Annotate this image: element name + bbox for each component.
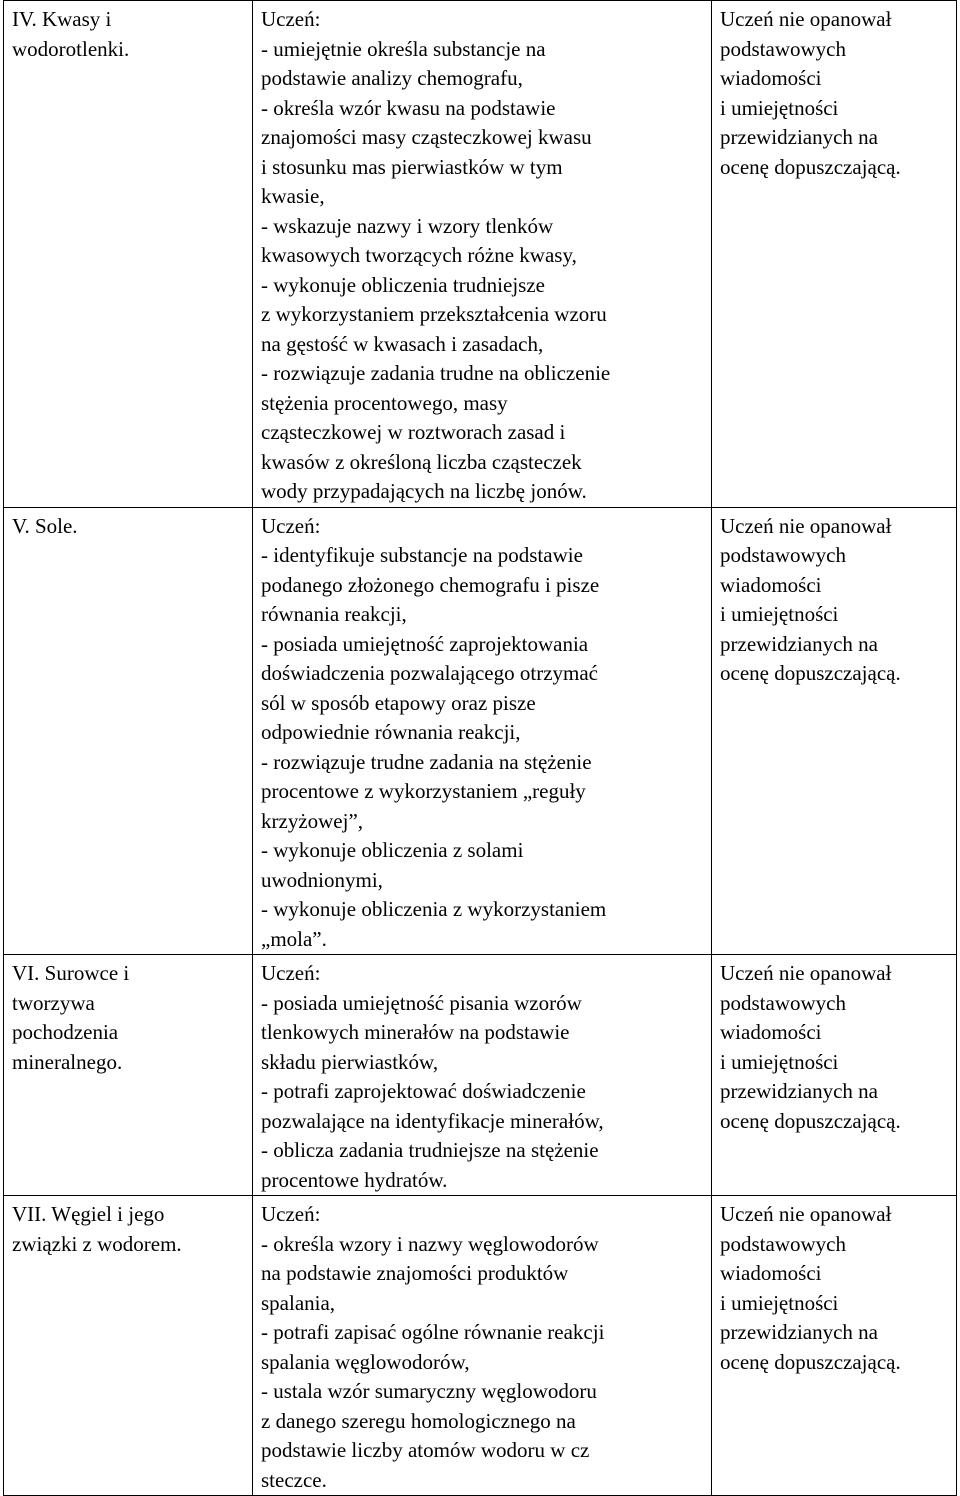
- requirement-line: - wykonuje obliczenia z solami: [261, 838, 524, 862]
- grade-line: ocenę dopuszczającą.: [720, 661, 901, 685]
- grade-line: przewidzianych na: [720, 1320, 879, 1344]
- grade-line: i umiejętności: [720, 602, 839, 626]
- requirement-line: - wykonuje obliczenia z wykorzystaniem: [261, 897, 607, 921]
- requirement-line: Uczeń:: [261, 1202, 321, 1226]
- grade-line: ocenę dopuszczającą.: [720, 1108, 901, 1133]
- requirement-line: podstawie analizy chemografu,: [261, 66, 523, 90]
- requirement-line: - oblicza zadania trudniejsze na stężenie: [261, 1138, 599, 1162]
- requirement-line: kwasowych tworzących różne kwasy,: [261, 243, 577, 267]
- grade-line: przewidzianych na: [720, 1079, 879, 1103]
- requirement-line: tlenkowych minerałów na podstawie: [261, 1020, 570, 1044]
- requirement-line: uwodnionymi,: [261, 867, 383, 892]
- requirement-line: - ustala wzór sumaryczny węglowodoru: [261, 1379, 597, 1403]
- requirement-line: i stosunku mas pierwiastków w tym: [261, 154, 563, 179]
- requirement-line: wody przypadających na liczbę jonów.: [261, 479, 587, 503]
- requirement-line: procentowe hydratów.: [261, 1167, 448, 1192]
- grade-line: podstawowych: [720, 543, 846, 567]
- requirement-line: - umiejętnie określa substancje na: [261, 36, 546, 61]
- requirements-cell: [253, 507, 712, 955]
- requirement-line: - posiada umiejętność zaprojektowania: [261, 631, 589, 656]
- requirement-line: spalania,: [261, 1290, 336, 1315]
- requirement-line: krzyżowej”,: [261, 808, 364, 833]
- grade-line: Uczeń nie opanował: [720, 513, 892, 538]
- requirement-line: z wykorzystaniem przekształcenia wzoru: [261, 302, 607, 326]
- grade-line: Uczeń nie opanował: [720, 1202, 892, 1226]
- requirement-line: procentowe z wykorzystaniem „reguły: [261, 779, 586, 803]
- requirements-cell: [253, 955, 712, 1196]
- grade-line: podstawowych: [720, 990, 846, 1015]
- topic-cell: [4, 1, 253, 508]
- requirement-line: sól w sposób etapowy oraz pisze: [261, 690, 536, 715]
- requirement-line: składu pierwiastków,: [261, 1049, 439, 1074]
- requirement-line: - określa wzór kwasu na podstawie: [261, 95, 556, 120]
- topic-line: IV. Kwasy i: [12, 7, 112, 31]
- requirement-line: Uczeń:: [261, 961, 321, 985]
- topic-line: V. Sole.: [12, 513, 78, 538]
- requirement-line: steczce.: [261, 1467, 327, 1492]
- grade-line: i umiejętności: [720, 1049, 839, 1074]
- table-row: [4, 507, 957, 955]
- requirement-line: podanego złożonego chemografu i pisze: [261, 572, 600, 597]
- grade-line: ocenę dopuszczającą.: [720, 1349, 901, 1374]
- requirement-line: kwasie,: [261, 184, 325, 208]
- grade-cell: [712, 1196, 957, 1496]
- requirement-line: - posiada umiejętność pisania wzorów: [261, 990, 582, 1015]
- grade-cell: [712, 955, 957, 1196]
- requirement-line: - identyfikuje substancje na podstawie: [261, 543, 583, 567]
- table-row: [4, 1, 957, 508]
- grade-line: przewidzianych na: [720, 631, 879, 656]
- topic-cell: [4, 1196, 253, 1496]
- grade-line: podstawowych: [720, 1231, 846, 1256]
- requirement-line: na podstawie znajomości produktów: [261, 1261, 569, 1285]
- topic-line: pochodzenia: [12, 1020, 119, 1044]
- requirement-line: stężenia procentowego, masy: [261, 390, 508, 415]
- topic-cell: [4, 955, 253, 1196]
- requirement-line: równania reakcji,: [261, 602, 407, 626]
- requirement-line: - wskazuje nazwy i wzory tlenków: [261, 213, 554, 238]
- requirement-line: - określa wzory i nazwy węglowodorów: [261, 1231, 599, 1256]
- grade-line: i umiejętności: [720, 95, 839, 120]
- topic-line: VI. Surowce i: [12, 961, 130, 985]
- topic-line: mineralnego.: [12, 1049, 123, 1074]
- requirement-line: kwasów z określoną liczba cząsteczek: [261, 449, 582, 474]
- requirement-line: pozwalające na identyfikacje minerałów,: [261, 1108, 604, 1133]
- topic-line: związki z wodorem.: [12, 1231, 182, 1256]
- requirement-line: „mola”.: [261, 926, 327, 951]
- requirement-line: doświadczenia pozwalającego otrzymać: [261, 661, 598, 685]
- requirement-line: podstawie liczby atomów wodoru w cz: [261, 1438, 590, 1462]
- requirement-line: odpowiednie równania reakcji,: [261, 720, 521, 744]
- requirements-cell: [253, 1, 712, 508]
- requirements-cell: [253, 1196, 712, 1496]
- requirement-line: Uczeń:: [261, 513, 321, 538]
- requirement-line: znajomości masy cząsteczkowej kwasu: [261, 125, 592, 149]
- requirements-table: [3, 0, 957, 1496]
- requirement-line: - rozwiązuje zadania trudne na obliczenie: [261, 361, 611, 385]
- grade-line: ocenę dopuszczającą.: [720, 154, 901, 179]
- requirement-line: - rozwiązuje trudne zadania na stężenie: [261, 749, 592, 774]
- requirement-line: - potrafi zapisać ogólne równanie reakcji: [261, 1320, 605, 1344]
- topic-line: wodorotlenki.: [12, 36, 130, 61]
- requirement-line: cząsteczkowej w roztworach zasad i: [261, 420, 566, 444]
- grade-line: wiadomości: [720, 66, 822, 90]
- grade-line: wiadomości: [720, 1020, 822, 1044]
- grade-line: przewidzianych na: [720, 125, 879, 149]
- grade-line: wiadomości: [720, 572, 822, 597]
- grade-line: Uczeń nie opanował: [720, 961, 892, 985]
- table-body: [4, 1, 957, 1496]
- requirement-line: - wykonuje obliczenia trudniejsze: [261, 272, 545, 297]
- requirement-line: spalania węglowodorów,: [261, 1349, 470, 1374]
- topic-line: tworzywa: [12, 990, 95, 1015]
- table-row: [4, 955, 957, 1196]
- grade-line: i umiejętności: [720, 1290, 839, 1315]
- table-row: [4, 1196, 957, 1496]
- grade-line: podstawowych: [720, 36, 846, 61]
- topic-line: VII. Węgiel i jego: [12, 1202, 165, 1226]
- requirement-line: - potrafi zaprojektować doświadczenie: [261, 1079, 586, 1103]
- requirement-line: Uczeń:: [261, 7, 321, 31]
- grade-cell: [712, 507, 957, 955]
- grade-line: Uczeń nie opanował: [720, 7, 892, 31]
- requirement-line: na gęstość w kwasach i zasadach,: [261, 331, 544, 356]
- grade-cell: [712, 1, 957, 508]
- grade-line: wiadomości: [720, 1261, 822, 1285]
- topic-cell: [4, 507, 253, 955]
- requirement-line: z danego szeregu homologicznego na: [261, 1408, 576, 1433]
